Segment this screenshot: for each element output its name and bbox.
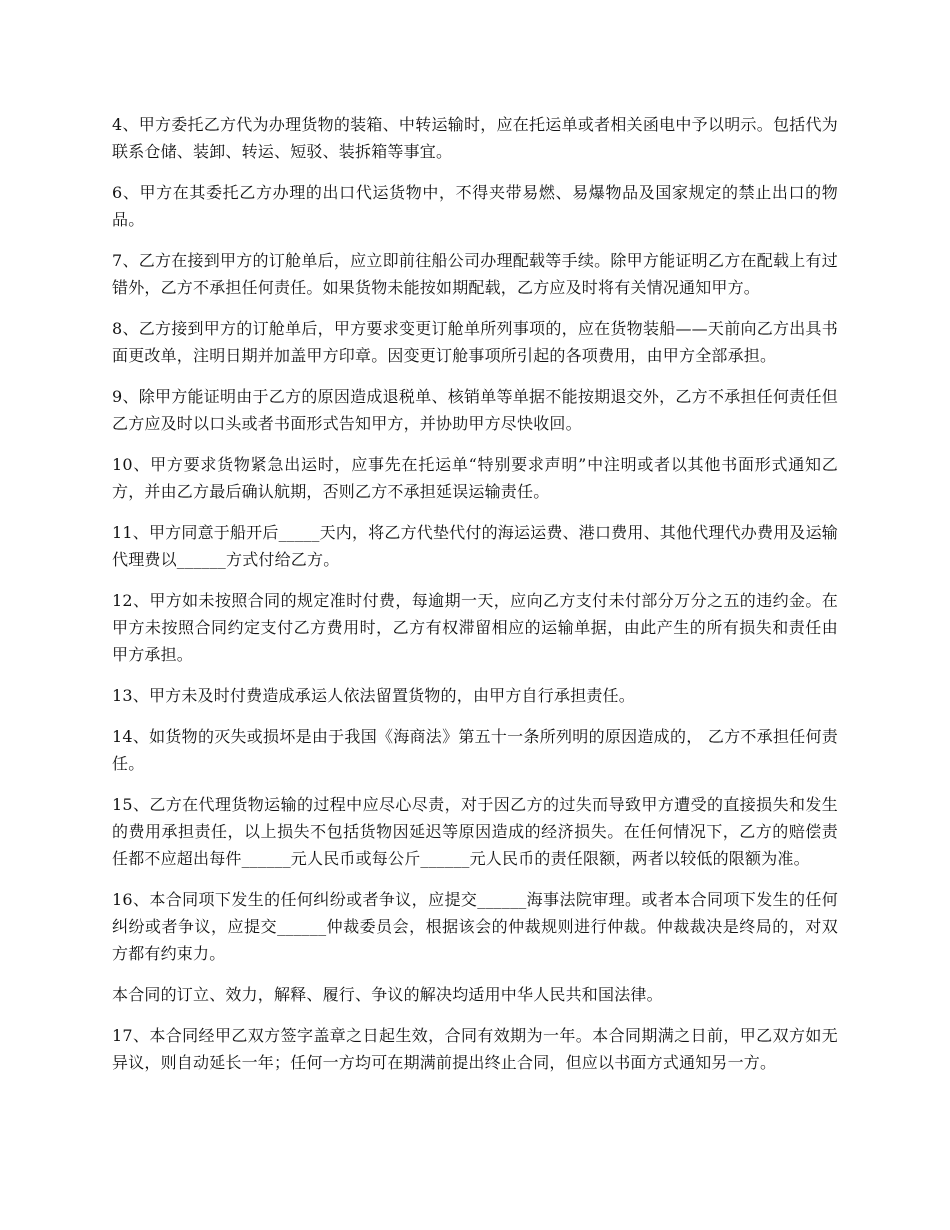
clause-7: 7、乙方在接到甲方的订舱单后，应立即前往船公司办理配载等手续。除甲方能证明乙方在配载上有过错外，乙方不承担任何责任。如果货物未能按如期配载，乙方应及时将有关情况通知甲方。	[112, 251, 838, 297]
clause-11: 11、甲方同意于船开后_____天内，将乙方代垫代付的海运运费、港口费用、其他代理代办费用及运输代理费以______方式付给乙方。	[112, 523, 838, 569]
clause-17: 17、本合同经甲乙双方签字盖章之日起生效，合同有效期为一年。本合同期满之日前，甲乙双方如无异议，则自动延长一年；任何一方均可在期满前提出终止合同，但应以书面方式通知另一方。	[112, 1026, 838, 1072]
clause-4: 4、甲方委托乙方代为办理货物的装箱、中转运输时，应在托运单或者相关函电中予以明示。包括代为联系仓储、装卸、转运、短驳、装拆箱等事宜。	[112, 115, 838, 161]
clause-16: 16、本合同项下发生的任何纠纷或者争议，应提交______海事法院审理。或者本合同项下发生的任何纠纷或者争议，应提交______仲裁委员会，根据该会的仲裁规则进行仲裁。仲裁裁决是终局的，对双方都有约束力。	[112, 890, 838, 963]
clause-15: 15、乙方在代理货物运输的过程中应尽心尽责，对于因乙方的过失而导致甲方遭受的直接损失和发生的费用承担责任，以上损失不包括货物因延迟等原因造成的经济损失。在任何情况下，乙方的赔偿责任都不应超出每件______元人民币或每公斤______元人民币的责任限额，两者以较低的限额为准。	[112, 795, 838, 868]
governing-law-clause: 本合同的订立、效力，解释、履行、争议的解决均适用中华人民共和国法律。	[112, 985, 663, 1004]
clause-10: 10、甲方要求货物紧急出运时，应事先在托运单“特别要求声明”中注明或者以其他书面形式通知乙方，并由乙方最后确认航期，否则乙方不承担延误运输责任。	[112, 455, 838, 501]
clause-12: 12、甲方如未按照合同的规定准时付费，每逾期一天，应向乙方支付未付部分万分之五的违约金。在甲方未按照合同约定支付乙方费用时，乙方有权滞留相应的运输单据，由此产生的所有损失和责任由甲方承担。	[112, 591, 838, 664]
clause-8: 8、乙方接到甲方的订舱单后，甲方要求变更订舱单所列事项的，应在货物装船——天前向乙方出具书面更改单，注明日期并加盖甲方印章。因变更订舱事项所引起的各项费用，由甲方全部承担。	[112, 319, 838, 365]
clause-9: 9、除甲方能证明由于乙方的原因造成退税单、核销单等单据不能按期退交外，乙方不承担任何责任但乙方应及时以口头或者书面形式告知甲方，并协助甲方尽快收回。	[112, 387, 838, 433]
clause-6: 6、甲方在其委托乙方办理的出口代运货物中，不得夹带易燃、易爆物品及国家规定的禁止出口的物品。	[112, 183, 838, 229]
document-body	[112, 111, 838, 1076]
clause-14: 14、如货物的灭失或损坏是由于我国《海商法》第五十一条所列明的原因造成的， 乙方不承担任何责任。	[112, 727, 838, 773]
clause-13: 13、甲方未及时付费造成承运人依法留置货物的，由甲方自行承担责任。	[112, 686, 635, 705]
